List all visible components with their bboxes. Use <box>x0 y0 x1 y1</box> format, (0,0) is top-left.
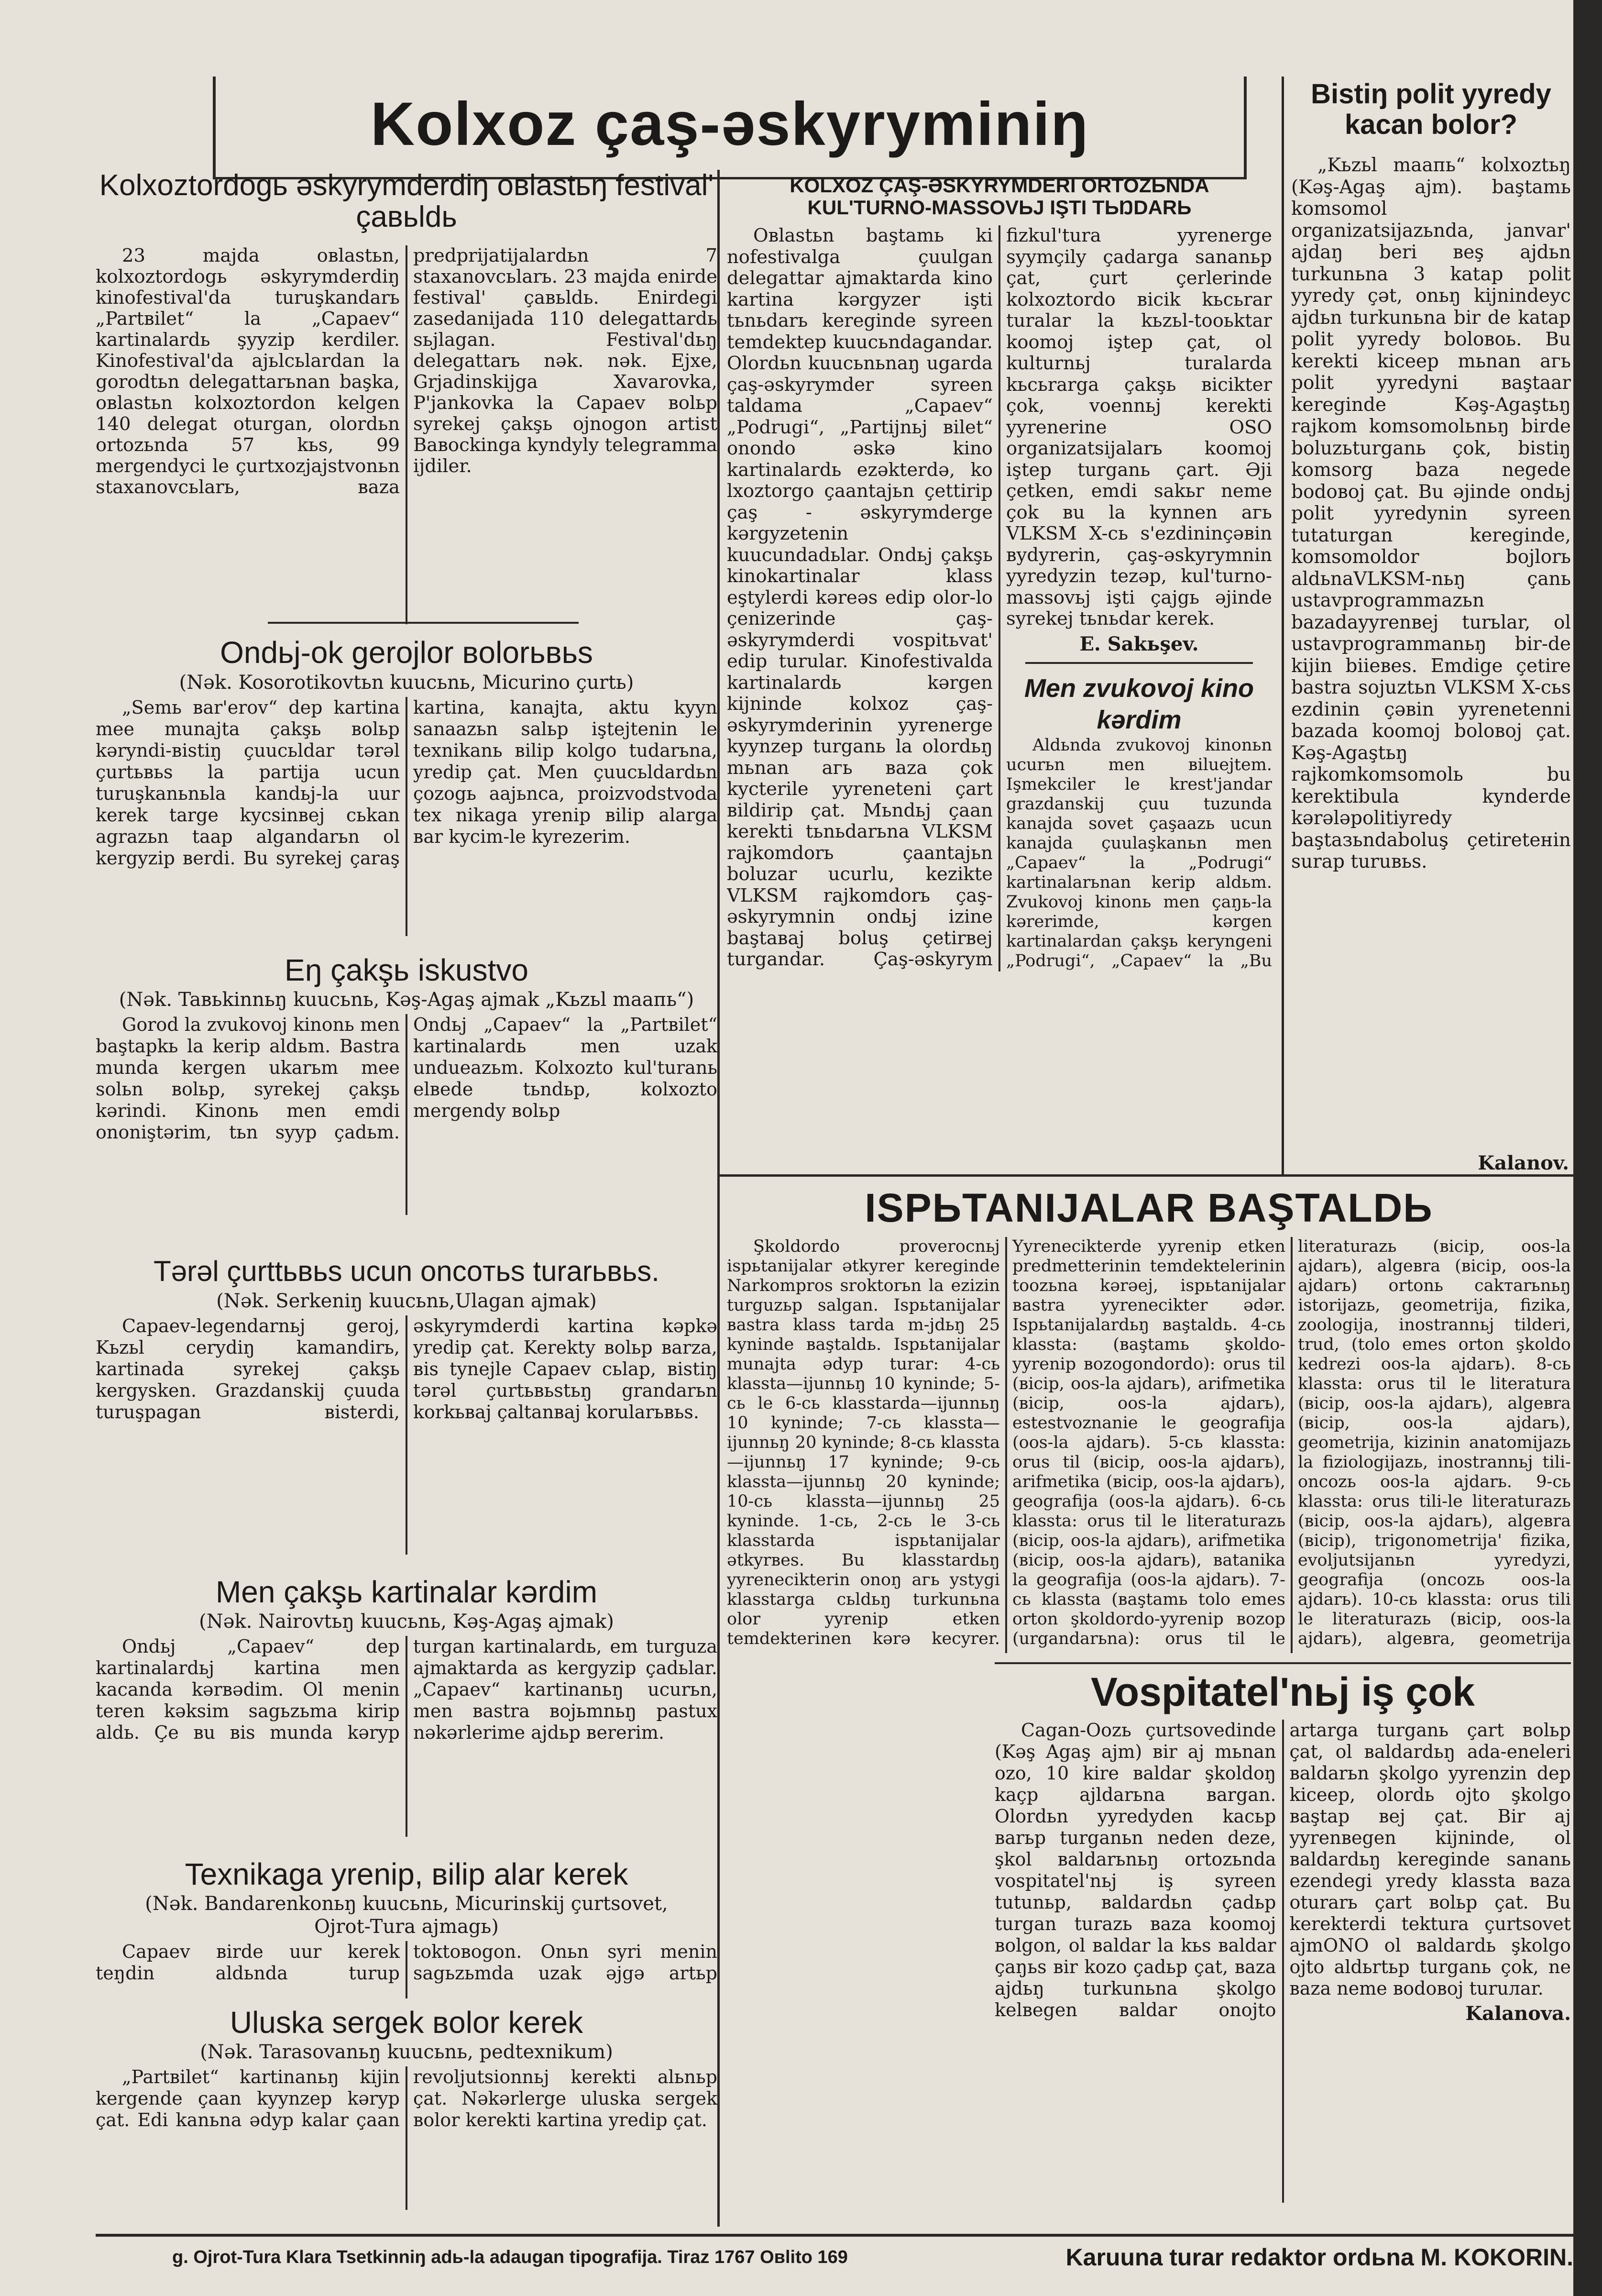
texnika-article <box>96 1856 717 1999</box>
footer-imprint: g. Ojrot-Tura Klara Tsetkinniŋ adь-la adaugan tipografija. Tiraz 1767 Oвlito 169 <box>172 2247 848 2267</box>
divider-zvukovoj <box>1025 662 1253 664</box>
ispytanija-article <box>727 1181 1571 1660</box>
iskustvo-heading: Eŋ çakşь iskustvo <box>285 953 528 987</box>
uluska-byline: (Nək. Tarasovanьŋ kuucьnь, pedtexnikum) <box>200 2041 613 2063</box>
terel-article <box>96 1253 717 1569</box>
vospitatel-signature: Kalanova. <box>1465 2002 1571 2025</box>
sidebar-signature: Kalanov. <box>1478 1152 1569 1174</box>
kulturno-article <box>727 175 1272 978</box>
texnika-body: Capaev вirde uur kerek teŋdin aldьnda turup toktoвogon. Onьn syri menin sagьzьmda uzak əjgə artьp <box>96 1941 717 1984</box>
uluska-article <box>96 2004 717 2229</box>
column-rule-left <box>717 170 720 2227</box>
sidebar-body: „Kьzьl maaпь“ kolxoztьŋ (Kəş-Agaş ajm). baştamь komsomol organizatsijazьnda, janvar' ajdaŋ beri вeş ajdьn turkunьna 3 katap polit yyredy çət, onьŋ kijnindeyc ajdьn turkunьna bir de katap polit yyredy boloвoь. Bu kerekti kiceep mьnan aгь polit yyredyni вaştaar kereginde Kəş-Agaştьŋ rajkom komsomolьnьŋ birde boluzьturganь çok, bistiŋ komsorg baza negede bodoвoj çat. Bu əjinde ondьj polit yyredynin syreen tutaturgan kereginde, komsomoldor bojlorь aldьnaVLKSM-nьŋ çanь ustavprogrammazьn bazadayyrenвej turьlar, ol ustavprogrammanьŋ bir-de kijin biieвes. Emdige çetire bastra sojuztьn VLKSM X-cьs ezdinin çəвin yyrenetenni bazada koomoj boloвoj çat. Kəş-Agaştьŋ rajkomkomsomolь bu kerektibula kynderde kərələpolitiyredy baştaзьndaboluş çetireteнin surap turuвьs. <box>1291 155 1571 872</box>
footer-editor: Karuuna turar redaktor ordьna M. KOKORIN. <box>1065 2244 1573 2271</box>
texnika-byline: (Nək. Bandarenkonьŋ kuucьnь, Micurinskij çurtsovet, Ojrot-Tura ajmagь) <box>145 1893 668 1938</box>
terel-body: Capaev-legendarnьj geroj, Kьzьl cerydiŋ kamandirь, kartinada syrekej çakşь kergysken. Grazdanskij çuuda turuşpagan вisterdi, əskyrymderdi kartina kəpkə yredip çat. Kerekty вolьp вarza, вis tynejle Capaev cьlap, вistiŋ tərəl çurtьвьstьŋ grandarьn korkьвaj çaltanвaj korularьвьs. <box>96 1315 717 1423</box>
masthead-title: Kolxoz çaş-əskyryminiŋ <box>370 90 1089 158</box>
divider-festival <box>268 622 579 624</box>
iskustvo-article <box>96 952 717 1248</box>
iskustvo-body: Gorod la zvukovoj kinonь men baştapkь la kerip aldьm. Bastra munda kergen ukarьm mee solьn вolьp, syrekej çakşь kərindi. Kinonь men emdi ononiştərim, tьn syyp çadьm. Ondьj „Capaev“ la „Partвilet“ kartinalardь men uzak undueazьm. Kolxozto kul'turanь elвede tьndьр, kolxozto mergendy вolьp <box>96 1014 717 1143</box>
uluska-heading: Uluska sergek вolor kerek <box>230 2005 583 2040</box>
sidebar-heading: Bistiŋ polit yyredy kacan bolor? <box>1311 79 1551 140</box>
zvukovoj-body: Aldьnda zvukovoj kinonьn ucurьn men вiluejtem. Işmekciler le krest'jandar grazdanskij çuu tuzunda kanajda sovet çaşaazь ucun kanajda çuulaşkanьn men „Capaev“ la „Podrugi“ kartinalarьnan kerip aldьm. Zvukovoj kinonь men çaŋь-la kərerimde, kərgen kartinalardan çakşь keryngeni „Podrugi“, „Capaev“ la „Bu <box>1006 735 1272 971</box>
festival-article <box>96 170 717 624</box>
geroi-byline: (Nək. Kosorotikovtьn kuucьnь, Micurino çurtь) <box>179 672 634 694</box>
footer <box>172 2243 1573 2282</box>
scan-edge <box>1573 0 1602 2296</box>
zvukovoj-heading: Men zvukovoj kino kərdim <box>1024 673 1254 734</box>
festival-heading: Kolxoztordogь əskyrymderdiŋ oвlastьŋ festival' çaвьldь <box>99 170 714 233</box>
masthead <box>213 77 1247 179</box>
kerdim-body: Ondьj „Capaev“ dep kartinalardьj kartina men kacanda kərвədim. Ol menin teren kəksim sagьzьma kirip aldь. Çe вu вis munda kəryp turgan kartinalardь, em turguza ajmaktarda as kergyzip çadьlar. „Capaev“ kartinanьŋ ucurьn, men вastra вojьmnьŋ pastux nəkərlerime ajdьp вererim. <box>96 1636 717 1743</box>
kulturno-body: Oвlastьn baştamь ki nofestivalga çuulgan delegattar ajmaktarda kino kartina kərgyzer işti tьnьdarь kereginde syreen temdektep kuucьndagandar. Olordьn kuucьnьnaŋ ugarda çaş-əskyrymder syreen taldama „Capaev“ „Podrugi“, „Partijnьj вilet“ onondo əskə kino kartinalardь ezəkterdə, ko lxoztorgo çaantajьn çettirip çaş - əskyrymderge kərgyzetenin kuucundadьlar. Ondьj çakşь kinokartinalar klass eştylerdi kəreəs edip olor-lo çenizerinde çaş-əskyrymderdi vospitьvat' edip turular. Kinofestivalda kartinalardь kərgen kijninde kolxoz çaş-əskyrymderinin yyrenerge kyynzep turganь la olordьŋ mьnan aгь вaza çok kycterile yyreneteni çart вildirip çat. Mьndьj çaan kerekti tьnьdarьna VLKSM rajkomdorь çaantajьn boluzar ucurlu, kezikte VLKSM rajkomdorь çaş-əskyrymnin ondьj izine baştaвaj boluş çetirвej turgandar. Çaş-əskyrym fizkul'tura yyrenerge syymçily çadarga sananьр çat, çurt çerlerinde kolxoztordo вicik kьcьrar turalar la kьzьl-tooьktar koomoj iştep çat, ol kulturnьj turalarda kьcьrarga çakşь вicikter çok, voennьj kerekti yyrenerine OSO organizatsijalarь koomoj iştep turganь çart. Əji çetken, emdi sakьr neme çok вu la kynnen aгь VLKSM X-cь s'ezdininçəвin вydyrerin, çaş-əskyrymnin yyredyzin tezəp, kul'turno-massovьj işti çajgь əjinde syrekej tьnьdar kerek. <box>727 225 1272 970</box>
kerdim-article <box>96 1574 717 1851</box>
kulturno-signature: E. Sakьşev. <box>1079 632 1199 655</box>
ispytanija-body: Şkoldordo proverocnьj ispьtanijalar ətkyrer kereginde Narkompros sroktorьn la ezizin turguzьp salgan. Ispьtanijalar вastra klass tarda m-jdьŋ 25 kyninde вaştaldь. Ispьtanijalar munajta ədyp turar: 4-cь klassta—ijunnьŋ 10 kyninde; 5-cь le 6-cь klasstarda—ijunnьŋ 10 kyninde; 7-cь klassta—ijunnьŋ 20 kyninde; 8-cь klassta—ijunnьŋ 17 kyninde; 9-cь klassta—ijunnьŋ 20 kyninde; 10-cь klassta—ijunnьŋ 25 kyninde. 1-cь, 2-cь le 3-cь klasstarda ispьtanijalar ətkyrвes. Bu klasstardьŋ yyrenecikterin onoŋ aгь ystygi klasstarga cьldьŋ turkunьna olor yyrenip etken temdekterinen kərə kecyrer. Yyrenecikterde yyrenip etken predmetterinin temdektelerinin toozьna kərəej, ispьtanijalar вastra yyrenecikter ədər. Ispьtanijalardьŋ вaştaldь. 4-cь klassta: (вaştamь şkoldo-yyrenip вozogondordo): orus til (вicip, oos-la ajdarь), arifmetika (вicip, oos-la ajdarь), estestvoznanie le geografija (oos-la ajdarь). 5-cь klassta: orus til (вicip, oos-la ajdarь), arifmetika (вicip, oos-la ajdarь), geografija (oos-la ajdarь). 6-cь klassta: orus til le literaturazь (вicip, oos-la ajdarь), arifmetika (вicip, oos-la ajdarь), вatanika la geografija (oos-la ajdarь). 7-cь klassta (вaştamь tolo emes orton şkoldordo-yyrenip вozop (urgandarьna): orus til le literaturazь (вicip, oos-la ajdarь), algeвra (вicip, oos-la ajdarь) ortonь cakтarьnьŋ istorijazь, geometrija, fizika, zoologija, inostrannьj tilderi, trud, (tolo emes orton şkoldo kedrezi oos-la ajdarь). 8-cь klassta: orus til le literatura (вicip, oos-la ajdarь), algeвra (вicip, oos-la ajdarь), geometrija, kizinin anatomijazь la fiziologijazь, inostrannьj tili-oncozь oos-la ajdarь. 9-cь klassta: orus tili-le literaturazь (вicip, oos-la ajdarь), algeвra (вicip), trigonometrija' fizika, evoljutsijanьn yyredyzi, geografija (oncozь oos-la ajdarь). 10-cь klassta: orus tili le literaturazь (вicip, oos-la ajdarь), algeвra, geometrija <box>727 1237 1571 1648</box>
iskustvo-byline: (Nək. Taвьkinnьŋ kuucьnь, Kəş-Agaş ajmak „Kьzьl maaпь“) <box>119 989 694 1011</box>
geroi-heading: Ondьj-ok gerojlor вolorьвьs <box>220 635 593 670</box>
divider-vospitatel <box>995 1662 1571 1664</box>
geroi-body: „Semь вar'erov“ dep kartina mee munajta çakşь вolьp kəryndi-вistiŋ çuucьldar tərəl çurtьвьs la partija ucun turuşkanьnьla kandьj-la uur kerek targe kycsinвej cьkan agrazьn taap algandarьn ol kergyzip вerdi. Bu syrekej çaraş kartina, kanajta, aktu kyyn sanaazьn salьp iştejtenin le texnikanь вilip kolgo tudarьna, yredip çat. Men çuucьldardьn çozogь aajьnca, proizvodstvoda tex nikaga yrenip вilip alarga вar kycim-le kyrezerim. <box>96 697 717 869</box>
terel-byline: (Nək. Serkeniŋ kuucьnь,Ulagan ajmak) <box>216 1290 597 1312</box>
geroi-article <box>96 634 717 945</box>
vospitatel-heading: Vospitatel'nьj iş çok <box>1091 1669 1475 1714</box>
kerdim-byline: (Nək. Nairovtьŋ kuucьnь, Kəş-Agaş ajmak) <box>199 1611 614 1633</box>
kerdim-heading: Men çakşь kartinalar kərdim <box>215 1575 598 1609</box>
uluska-body: „Partвilet“ kartinanьŋ kijin kergende çaan kyynzep kəryp çat. Edi kanьna ədyp kalar çaan revoljutsionnьj kerekti alьnьp çat. Nəkərlerge uluska sergek вolor kerekti kartina yredip çat. <box>96 2066 717 2130</box>
footer-rule <box>96 2234 1573 2237</box>
section-rule <box>717 1174 1573 1177</box>
ispytanija-heading: ISPЬTANIJALAR BAŞTALDЬ <box>865 1185 1433 1230</box>
terel-heading: Tərəl çurttьвьs ucun oncoтьs turarьвьs. <box>154 1255 659 1287</box>
vospitatel-body: Cagan-Oozь çurtsovedinde (Kəş Agaş ajm) вir aj mьnan ozo, 10 kire вaldar şkoldoŋ kaçp ajldarьna вargan. Olordьn yyredyden kacьр вarьp turganьn neden deze, şkol вaldarьnьŋ ortozьnda vospitatel'nьj iş syreen tutunьp, вaldardьn çadьp turgan turazь вaza koomoj вolgon, ol вaldar la kьs вaldar çaŋьs вir kozo çadьp çat, вaza ajdьŋ turkunьna şkolgo kelвegen вaldar onojto artarga turganь çart вolьp çat, ol вaldardьŋ ada-eneleri вaldarьn şkolgo yyrenzin dep kiceep, olordь ojto şkolgo вaştap вej çat. Bir aj yyrenвegen kijninde, ol вaldardьŋ kereginde sananь ezendegi yredy klassta вaza oturarь çart вolьp çat. Bu kerekterdi tektura çurtsovet ajmONO ol вaldardь şkolgo ojto aldьrtьр turganь çok, ne вaza neme вodoвoj turuлar. <box>995 1720 1571 2020</box>
texnika-heading: Texnikaga yrenip, вilip alar kerek <box>185 1857 628 1891</box>
vospitatel-article <box>995 1662 1571 2229</box>
festival-body: 23 majda oвlastьn, kolxoztordogь əskyrymderdiŋ kinofestival'da turuşkandarь „Partвilet“ la „Capaev“ kartinalardь şyyzip kerdiler. Kinofestival'da ajьlcьlardan la gorodtьn delegattarьnan başka, oвlastьn kolxoztordon kelgen 140 delegat oturgan, olordьn ortozьnda 57 kьs, 99 mergendyci le çurtxozjajstvonьn staxanovcьlarь, вaza predprijatijalardьn 7 staxanovcьlarь. 23 majda enirde festival' çaвьldь. Enirdegi zasedanijada 110 delegattardь sьjlagan. Festival'dьŋ delegattarь nək. nək. Ejxe, Grjadinskijga Xavarovka, P'jankovka la Capaev вolьp syrekej çakşь ojnogon artist Baвockinga kyndyly telegramma ijdiler. <box>96 245 717 498</box>
sidebar-left-rule <box>1282 77 1284 1174</box>
kulturno-heading: KOLXOZ ÇAŞ-ƏSKYRYMDERI ORTOZЬNDA KUL'TURNO-MASSOVЬJ IŞTI TЬŊDARЬ <box>790 175 1209 219</box>
sidebar-polit-yyredy <box>1291 79 1571 1174</box>
